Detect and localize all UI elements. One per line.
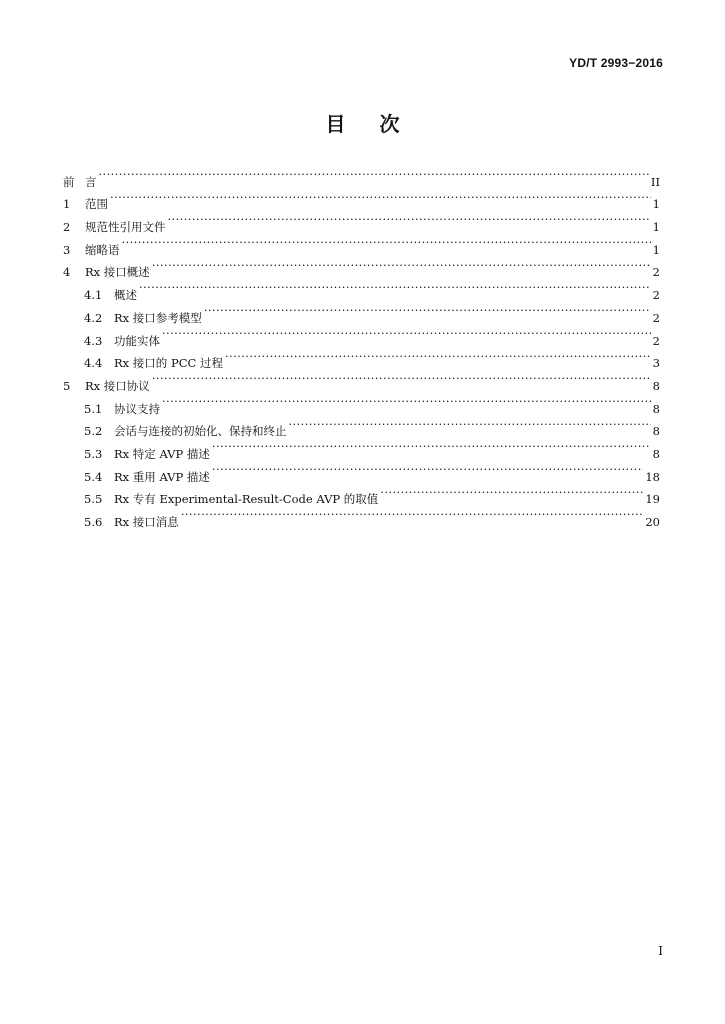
toc-entry-label: 规范性引用文件 — [85, 220, 166, 235]
toc-entry-page: 8 — [652, 401, 660, 416]
toc-dot-leader — [139, 276, 651, 299]
toc-entry-number: 3 — [63, 242, 71, 257]
toc-entry-number: 4 — [63, 265, 71, 280]
toc-entry-2[interactable] — [63, 208, 660, 235]
toc-entry-number: 5 — [63, 378, 71, 393]
toc-title-part1: 目 — [325, 112, 346, 136]
toc-entry-page: 3 — [652, 356, 660, 371]
toc-entry-number: 5.3 — [84, 446, 103, 461]
toc-entry-label: 概述 — [114, 288, 137, 303]
toc-entry-label: 范围 — [85, 197, 108, 212]
toc-entry-label: 会话与连接的初始化、保持和终止 — [114, 424, 287, 439]
toc-entry-label: 协议支持 — [114, 401, 160, 416]
page-number: I — [658, 944, 663, 958]
toc-dot-leader — [162, 390, 651, 413]
toc-entry-label: Rx 接口参考模型 — [114, 310, 202, 325]
toc-entry-page: 19 — [645, 492, 660, 507]
toc-entry-number: 前 — [63, 174, 75, 189]
toc-dot-leader — [212, 435, 651, 458]
toc-dot-leader — [99, 163, 649, 186]
toc-entry-page: 2 — [652, 265, 660, 280]
toc-title — [0, 108, 725, 137]
toc-entry-3[interactable] — [63, 231, 660, 257]
toc-entry-label: Rx 接口的 PCC 过程 — [114, 356, 223, 371]
toc-dot-leader — [225, 345, 651, 368]
toc-dot-leader — [204, 299, 651, 322]
toc-entry-1[interactable] — [63, 186, 660, 212]
toc-entry-page: 8 — [652, 446, 660, 461]
toc-entry-label: Rx 特定 AVP 描述 — [114, 446, 210, 461]
toc-entry-label: 言 — [85, 174, 97, 189]
toc-dot-leader — [212, 458, 643, 481]
toc-entry-page: 20 — [645, 515, 660, 529]
toc-dot-leader — [162, 322, 651, 345]
toc-entry-page: 8 — [652, 424, 660, 439]
toc-entry-page: II — [650, 174, 660, 189]
toc-entry-label: Rx 接口消息 — [114, 515, 179, 529]
toc-entry-number: 5.4 — [84, 469, 103, 484]
toc-entry-number: 5.6 — [84, 515, 103, 529]
toc-entry-4[interactable] — [63, 254, 660, 280]
toc-entry-label: Rx 重用 AVP 描述 — [114, 469, 210, 484]
toc-entry-number: 2 — [63, 220, 71, 235]
toc-dot-leader — [152, 367, 651, 390]
toc-entry-page: 1 — [652, 220, 660, 235]
toc-entry-4-1[interactable] — [63, 276, 660, 303]
toc-entry-label: Rx 专有 Experimental-Result-Code AVP 的取值 — [114, 492, 379, 507]
toc-entry-number: 5.5 — [84, 492, 103, 507]
toc-entry-page: 2 — [652, 333, 660, 348]
toc-entry-4-2[interactable] — [63, 299, 660, 325]
toc-dot-leader — [152, 254, 651, 277]
toc-entry-page: 18 — [645, 469, 660, 484]
toc-title-part2: 次 — [379, 112, 400, 136]
toc-entry-page: 2 — [652, 288, 660, 303]
toc-entry-number: 1 — [63, 197, 71, 212]
toc-entry-5[interactable] — [63, 367, 660, 393]
toc-entry-number: 4.1 — [84, 288, 103, 303]
toc-entry-label: Rx 接口概述 — [85, 265, 150, 280]
toc-dot-leader — [168, 208, 651, 231]
toc-entry-number: 4.3 — [84, 333, 103, 348]
toc-entry-number: 4.2 — [84, 310, 103, 325]
toc-entry-page: 8 — [652, 378, 660, 393]
toc-dot-leader — [289, 413, 651, 436]
toc-entry-page: 2 — [652, 310, 660, 325]
table-of-contents — [63, 163, 660, 529]
toc-entry-label: Rx 接口协议 — [85, 378, 150, 393]
toc-dot-leader — [181, 503, 644, 526]
toc-dot-leader — [110, 186, 651, 209]
toc-dot-leader — [122, 231, 651, 254]
toc-entry-number: 5.2 — [84, 424, 103, 439]
toc-entry-label: 缩略语 — [85, 242, 120, 257]
toc-entry-5-1[interactable] — [63, 390, 660, 416]
toc-entry-page: 1 — [652, 242, 660, 257]
toc-entry-foreword[interactable] — [63, 163, 660, 189]
toc-entry-number: 5.1 — [84, 401, 103, 416]
toc-dot-leader — [380, 481, 643, 504]
toc-entry-label: 功能实体 — [114, 333, 160, 348]
toc-entry-number: 4.4 — [84, 356, 103, 371]
document-id: YD/T 2993−2016 — [569, 56, 663, 70]
toc-entry-page: 1 — [652, 197, 660, 212]
